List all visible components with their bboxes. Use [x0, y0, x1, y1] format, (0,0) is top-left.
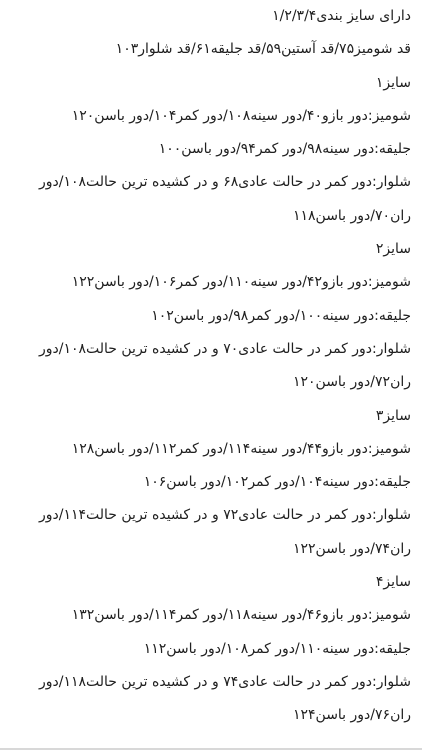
size-2-heading: سایز۲: [375, 241, 411, 258]
size-4-vest-line: جلیقه:دور سینه۱۱۰/دور کمر۱۰۸/دور باسن۱۱۲: [143, 640, 411, 657]
size-1-vest-line: جلیقه:دور سینه۹۸/دور کمر۹۴/دور باسن۱۰۰: [158, 141, 411, 158]
size-4-pants-line-cont: ران۷۶/دور باسن۱۲۴: [292, 707, 411, 724]
size-2-pants-line-cont: ران۷۲/دور باسن۱۲۰: [292, 374, 411, 391]
size-3-vest-line: جلیقه:دور سینه۱۰۴/دور کمر۱۰۲/دور باسن۱۰۶: [143, 474, 411, 491]
size-2-pants-line: شلوار:دور کمر در حالت عادی۷۰ و در کشیده ترین حالت۱۰۸/دور: [38, 340, 411, 357]
size-4-heading: سایز۴: [375, 574, 411, 591]
size-3-pants-line: شلوار:دور کمر در حالت عادی۷۲ و در کشیده ترین حالت۱۱۴/دور: [38, 507, 411, 524]
size-3-heading: سایز۳: [375, 407, 411, 424]
size-3-shirt-line: شومیز:دور بازو۴۴/دور سینه۱۱۴/دور کمر۱۱۲/دور باسن۱۲۸: [71, 440, 411, 457]
garment-lengths-line: قد شومیز۷۵/قد آستین۵۹/قد جلیقه۶۱/قد شلوار۱۰۳: [115, 41, 411, 58]
size-1-shirt-line: شومیز:دور بازو۴۰/دور سینه۱۰۸/دور کمر۱۰۴/دور باسن۱۲۰: [71, 107, 411, 124]
size-1-heading: سایز۱: [375, 74, 411, 91]
size-2-vest-line: جلیقه:دور سینه۱۰۰/دور کمر۹۸/دور باسن۱۰۲: [151, 307, 411, 324]
size-1-pants-line-cont: ران۷۰/دور باسن۱۱۸: [292, 207, 411, 224]
size-range-line: دارای سایز بندی۱/۲/۳/۴: [272, 8, 411, 24]
size-3-pants-line-cont: ران۷۴/دور باسن۱۲۲: [292, 540, 411, 557]
size-1-pants-line: شلوار:دور کمر در حالت عادی۶۸ و در کشیده ترین حالت۱۰۸/دور: [38, 174, 411, 191]
size-2-shirt-line: شومیز:دور بازو۴۲/دور سینه۱۱۰/دور کمر۱۰۶/دور باسن۱۲۲: [71, 274, 411, 291]
size-4-shirt-line: شومیز:دور بازو۴۶/دور سینه۱۱۸/دور کمر۱۱۴/دور باسن۱۳۲: [71, 607, 411, 624]
size-4-pants-line: شلوار:دور کمر در حالت عادی۷۴ و در کشیده ترین حالت۱۱۸/دور: [38, 673, 411, 690]
